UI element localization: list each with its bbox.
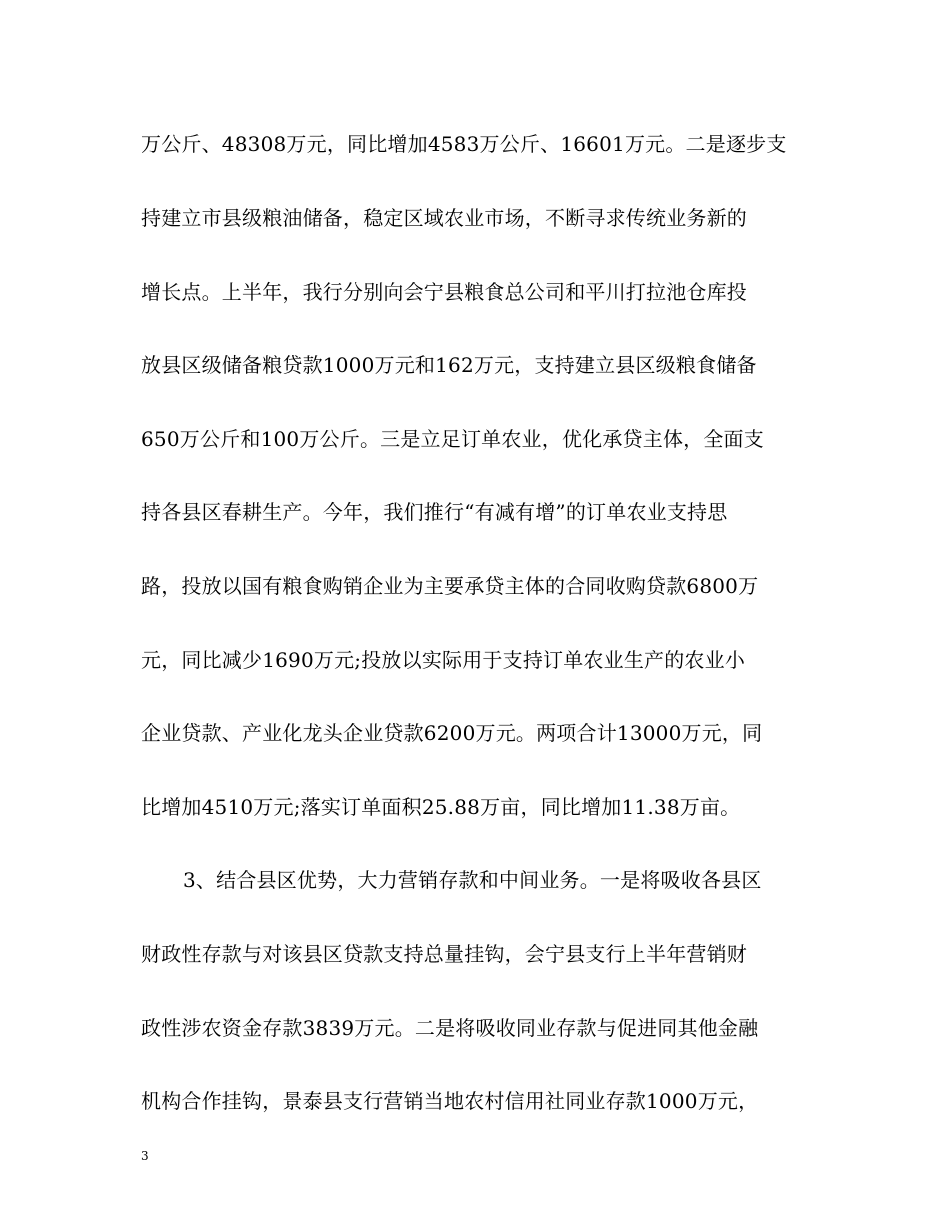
- body-text-line: 机构合作挂钩，景泰县支行营销当地农村信用社同业存款1000万元，: [141, 1089, 759, 1113]
- body-text-line: 路，投放以国有粮食购销企业为主要承贷主体的合同收购贷款6800万: [141, 574, 759, 598]
- body-text-line: 比增加4510万元;落实订单面积25.88万亩，同比增加11.38万亩。: [141, 795, 741, 819]
- body-text-line: 650万公斤和100万公斤。三是立足订单农业，优化承贷主体，全面支: [141, 427, 764, 451]
- body-text-line: 万公斤、48308万元，同比增加4583万公斤、16601万元。二是逐步支: [141, 132, 787, 156]
- body-text-line: 持建立市县级粮油储备，稳定区域农业市场，不断寻求传统业务新的: [141, 206, 747, 230]
- body-text-line: 财政性存款与对该县区贷款支持总量挂钩，会宁县支行上半年营销财: [141, 942, 747, 966]
- page-number: 3: [141, 1149, 149, 1163]
- body-text-line: 持各县区春耕生产。今年，我们推行“有减有增”的订单农业支持思: [141, 500, 728, 524]
- body-text-line: 元，同比减少1690万元;投放以实际用于支持订单农业生产的农业小: [141, 648, 746, 672]
- body-text-line: 放县区级储备粮贷款1000万元和162万元，支持建立县区级粮食储备: [141, 353, 757, 377]
- body-text-line: 增长点。上半年，我行分别向会宁县粮食总公司和平川打拉池仓库投: [141, 280, 747, 304]
- body-text-line: 企业贷款、产业化龙头企业贷款6200万元。两项合计13000万元，同: [141, 721, 763, 745]
- paragraph-start-line: 3、结合县区优势，大力营销存款和中间业务。一是将吸收各县区: [183, 868, 762, 892]
- body-text-line: 政性涉农资金存款3839万元。二是将吸收同业存款与促进同其他金融: [141, 1016, 759, 1040]
